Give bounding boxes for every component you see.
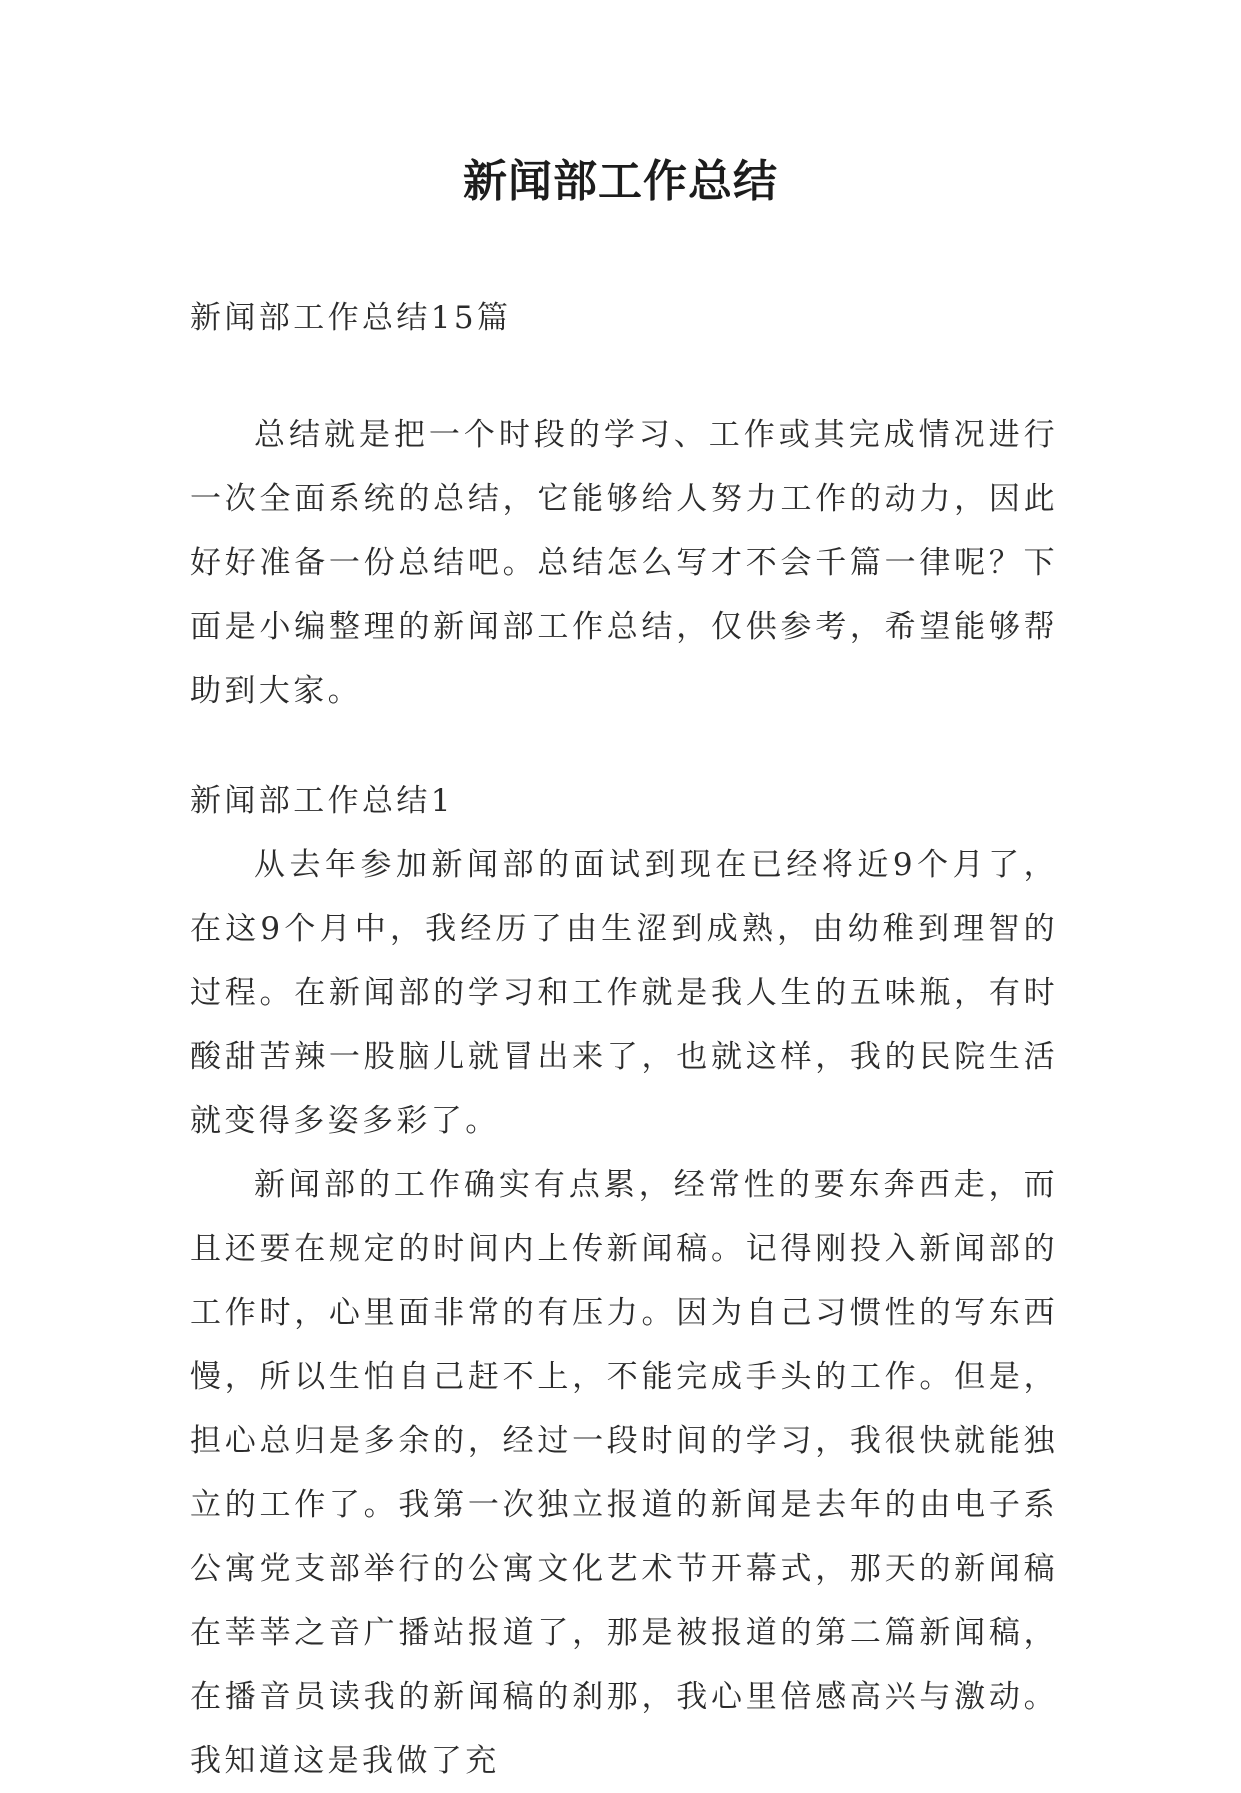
section-heading: 新闻部工作总结1 [190,783,454,819]
document-subtitle: 新闻部工作总结15篇 [190,300,512,336]
body-paragraph: 新闻部的工作确实有点累，经常性的要东奔西走，而且还要在规定的时间内上传新闻稿。记得刚投入新闻部的工作时，心里面非常的有压力。因为自己习惯性的写东西慢，所以生怕自己赶不上，不能完成手头的工作。但是，担心总归是多余的，经过一段时间的学习，我很快就能独立的工作了。我第一次独立报道的新闻是去年的由电子系公寓党支部举行的公寓文化艺术节开幕式，那天的新闻稿在莘莘之音广播站报道了，那是被报道的第二篇新闻稿，在播音员读我的新闻稿的刹那，我心里倍感高兴与激动。我知道这是我做了充 [190,1167,1058,1779]
document-body [190,286,1058,1793]
intro-paragraph: 总结就是把一个时段的学习、工作或其完成情况进行一次全面系统的总结，它能够给人努力工作的动力，因此好好准备一份总结吧。总结怎么写才不会千篇一律呢？下面是小编整理的新闻部工作总结，仅供参考，希望能够帮助到大家。 [190,417,1058,709]
body-paragraph: 从去年参加新闻部的面试到现在已经将近9个月了，在这9个月中，我经历了由生涩到成熟，由幼稚到理智的过程。在新闻部的学习和工作就是我人生的五味瓶，有时酸甜苦辣一股脑儿就冒出来了，也就这样，我的民院生活就变得多姿多彩了。 [190,847,1058,1139]
document-title: 新闻部工作总结 [463,156,778,207]
